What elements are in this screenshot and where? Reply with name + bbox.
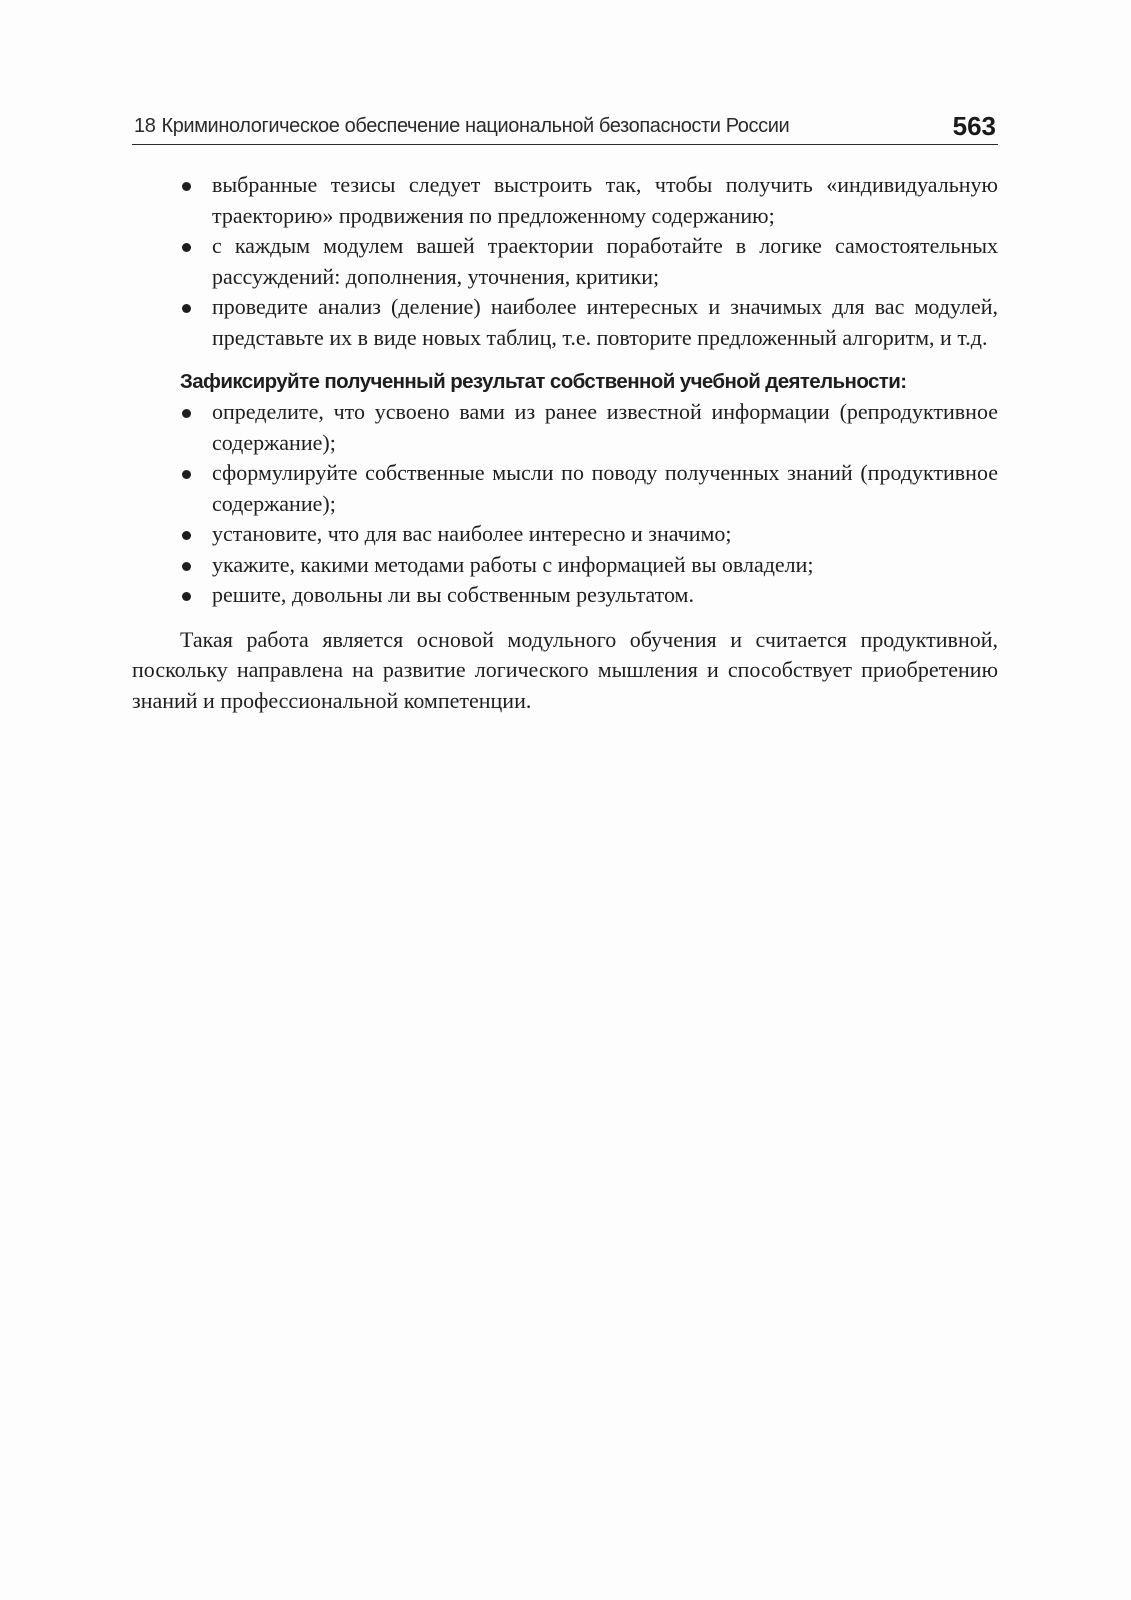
body-paragraph: Такая работа является основой модульного обучения и считается продуктивной, поскольку направлена на развитие логического мышления и способствует приобретению знаний и профессиональной компетенции.	[132, 626, 998, 713]
list-item: с каждым модулем вашей траектории поработайте в логике самостоятельных рассуждений: дополнения, уточнения, критики;	[132, 231, 998, 292]
page-header	[132, 110, 998, 145]
list-item: укажите, какими методами работы с информацией вы овладели;	[132, 550, 998, 581]
bullet-list-results	[132, 397, 998, 611]
chapter-title: Криминологическое обеспечение национальной безопасности России	[161, 115, 790, 137]
list-item: установите, что для вас наиболее интересно и значимо;	[132, 519, 998, 550]
page-body	[132, 170, 998, 716]
list-item: сформулируйте собственные мысли по поводу полученных знаний (продуктивное содержание);	[132, 458, 998, 519]
bullet-list-steps	[132, 170, 998, 353]
list-item: выбранные тезисы следует выстроить так, чтобы получить «индивидуальную траекторию» продвижения по предложенному содержанию;	[132, 170, 998, 231]
chapter-number: 18	[134, 115, 156, 137]
list-item: решите, довольны ли вы собственным результатом.	[132, 580, 998, 611]
list-item: определите, что усвоено вами из ранее известной информации (репродуктивное содержание);	[132, 397, 998, 458]
section-subheading: Зафиксируйте полученный результат собственной учебной деятельности:	[180, 370, 907, 393]
page-number: 563	[952, 111, 996, 141]
running-head	[134, 115, 789, 138]
list-item: проведите анализ (деление) наиболее интересных и значимых для вас модулей, представьте их в виде новых таблиц, т.е. повторите предложенный алгоритм, и т.д.	[132, 292, 998, 353]
